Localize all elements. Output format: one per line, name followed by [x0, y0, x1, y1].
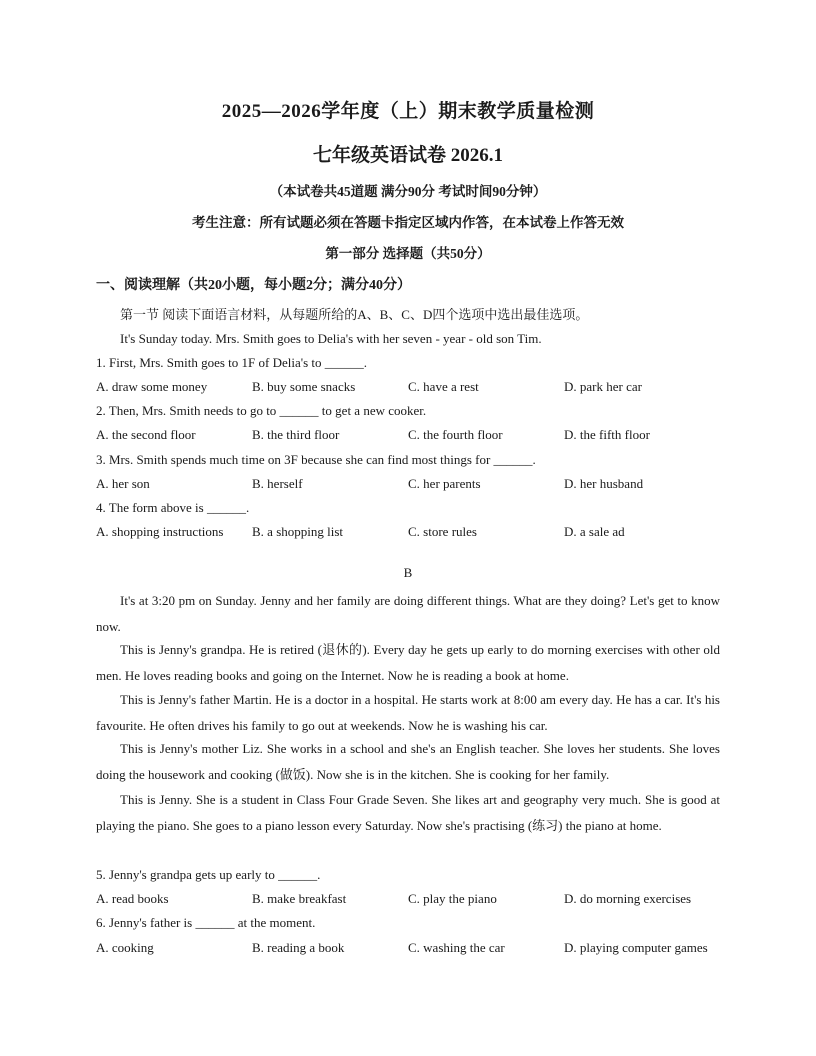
part-heading: 第一部分 选择题（共50分） [325, 246, 491, 261]
section-heading: 一、阅读理解（共20小题，每小题2分；满分40分） [96, 278, 411, 293]
passage-paragraph: This is Jenny's mother Liz. She works in a school and she's an English teacher. She loves her students. She loves doing the housework and cooking (做饭). Now she is in the kitchen. She is cooking for her family. [96, 741, 720, 782]
question-options [96, 379, 736, 397]
question-options [96, 524, 736, 542]
passage-a-intro: It's Sunday today. Mrs. Smith goes to Delia's with her seven - year - old son Tim. [120, 331, 542, 346]
option-b: B. reading a book [252, 940, 345, 955]
option-c: C. the fourth floor [408, 427, 503, 442]
option-a: A. cooking [96, 940, 154, 955]
exam-notice: 考生注意：所有试题必须在答题卡指定区域内作答，在本试卷上作答无效 [192, 215, 624, 230]
exam-info: （本试卷共45道题 满分90分 考试时间90分钟） [269, 184, 547, 199]
question-stem: 2. Then, Mrs. Smith needs to go to ______ to get a new cooker. [96, 403, 427, 418]
question-stem: 3. Mrs. Smith spends much time on 3F because she can find most things for ______. [96, 452, 536, 467]
option-a: A. read books [96, 891, 169, 906]
question-stem: 1. First, Mrs. Smith goes to 1F of Delia's to ______. [96, 355, 368, 370]
option-d: D. her husband [564, 476, 644, 491]
question-stem: 4. The form above is ______. [96, 500, 250, 515]
option-a: A. the second floor [96, 427, 196, 442]
option-d: D. the fifth floor [564, 427, 650, 442]
option-b: B. herself [252, 476, 303, 491]
passage-paragraph: It's at 3:20 pm on Sunday. Jenny and her family are doing different things. What are they doing? Let's get to know now. [96, 593, 720, 634]
option-a: A. draw some money [96, 379, 208, 394]
option-a: A. her son [96, 476, 150, 491]
option-d: D. a sale ad [564, 524, 625, 539]
option-c: C. her parents [408, 476, 481, 491]
option-c: C. have a rest [408, 379, 479, 394]
option-c: C. store rules [408, 524, 477, 539]
option-d: D. park her car [564, 379, 642, 394]
passage-paragraph: This is Jenny's father Martin. He is a doctor in a hospital. He starts work at 8:00 am every day. He has a car. It's his favourite. He often drives his family to go out at weekends. Now he is washing his car. [96, 692, 720, 733]
exam-title: 2025—2026学年度（上）期末教学质量检测 [221, 101, 595, 122]
option-b: B. the third floor [252, 427, 340, 442]
question-options [96, 891, 736, 909]
passage-b-label: B [403, 565, 413, 580]
question-options [96, 476, 736, 494]
option-b: B. make breakfast [252, 891, 347, 906]
option-d: D. playing computer games [564, 940, 708, 955]
option-c: C. play the piano [408, 891, 497, 906]
option-d: D. do morning exercises [564, 891, 692, 906]
question-options [96, 940, 736, 958]
question-options [96, 427, 736, 445]
option-a: A. shopping instructions [96, 524, 224, 539]
option-b: B. a shopping list [252, 524, 344, 539]
passage-paragraph: This is Jenny's grandpa. He is retired (退休的). Every day he gets up early to do morning exercises with other old men. He loves reading books and going on the Internet. Now he is reading a book at home. [96, 642, 720, 683]
question-stem: 5. Jenny's grandpa gets up early to ______. [96, 867, 321, 882]
question-stem: 6. Jenny's father is ______ at the moment. [96, 915, 316, 930]
passage-paragraph: This is Jenny. She is a student in Class Four Grade Seven. She likes art and geography very much. She is good at playing the piano. She goes to a piano lesson every Saturday. Now she's practising (练习) the piano at home. [96, 792, 720, 833]
option-c: C. washing the car [408, 940, 505, 955]
section-instruction: 第一节 阅读下面语言材料，从每题所给的A、B、C、D四个选项中选出最佳选项。 [120, 307, 589, 322]
option-b: B. buy some snacks [252, 379, 356, 394]
exam-subtitle: 七年级英语试卷 2026.1 [312, 145, 503, 166]
